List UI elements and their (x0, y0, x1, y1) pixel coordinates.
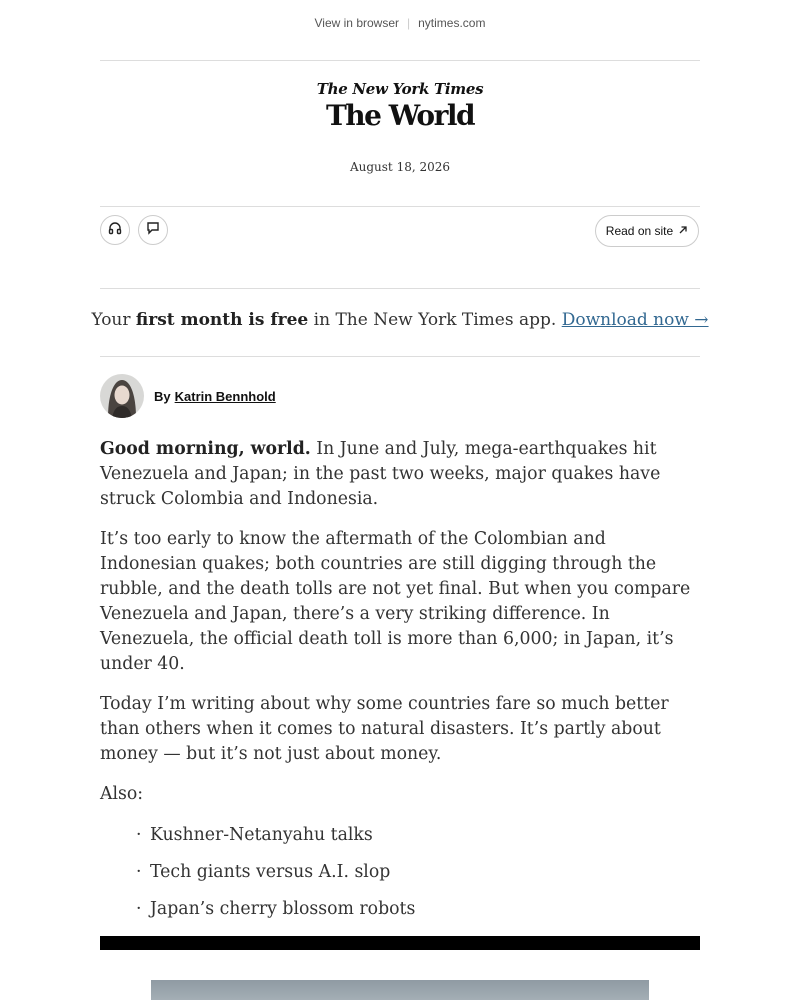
list-item (100, 860, 700, 885)
newsletter-title: The World (325, 99, 475, 132)
paragraph: It’s too early to know the aftermath of the Colombian and Indonesian quakes; both countries are still digging through the rubble, and the death tolls are not yet final. But when you compare Venezuela and Japan, there’s a very striking difference. In Venezuela, the official death toll is more than 6,000; in Japan, it’s under 40. (100, 529, 691, 674)
bullet: · (136, 862, 142, 882)
promo-middle: in The New York Times app. (308, 310, 562, 330)
nyt-logo[interactable]: The New York Times (316, 80, 484, 98)
top-links (0, 16, 800, 30)
list-item-text: Tech giants versus A.I. slop (150, 862, 391, 882)
link-separator: | (407, 16, 411, 30)
list-item-text: Kushner-Netanyahu talks (150, 825, 373, 845)
list-item (100, 823, 700, 848)
also-label: Also: (100, 784, 144, 804)
list-item-text: Japan’s cherry blossom robots (150, 899, 416, 919)
read-on-site-button[interactable] (595, 215, 699, 247)
app-promo (0, 310, 800, 330)
topics-list (100, 823, 700, 922)
paragraph-text: In June and July, mega-earthquakes hit Venezuela and Japan; in the past two weeks, major quakes have struck Colombia and Indonesia. (100, 439, 661, 509)
paragraph (100, 437, 700, 512)
divider (100, 356, 700, 357)
author-avatar (100, 374, 144, 418)
headphones-icon (107, 220, 123, 240)
article-body (100, 437, 700, 934)
author-link[interactable]: Katrin Bennhold (174, 388, 276, 404)
greeting: Good morning, world. (100, 439, 311, 459)
bullet: · (136, 899, 142, 919)
article-photo (151, 980, 649, 1000)
view-in-browser-link[interactable]: View in browser (314, 16, 399, 30)
byline (100, 374, 276, 418)
promo-prefix: Your (91, 310, 136, 330)
promo-highlight: first month is free (135, 310, 309, 330)
list-item (100, 897, 700, 922)
comments-button[interactable] (138, 215, 168, 245)
listen-button[interactable] (100, 215, 130, 245)
divider (100, 60, 700, 61)
section-bar (100, 936, 700, 950)
issue-date: August 18, 2026 (349, 160, 451, 174)
divider (100, 206, 700, 207)
paragraph: Today I’m writing about why some countries fare so much better than others when it comes to natural disasters. It’s partly about money — but it’s not just about money. (100, 694, 669, 764)
nytimes-link[interactable]: nytimes.com (418, 16, 486, 30)
bullet: · (136, 825, 142, 845)
arrow-up-right-icon (678, 224, 688, 238)
download-now-link[interactable]: Download now → (561, 310, 709, 330)
byline-prefix: By (154, 388, 171, 404)
read-on-site-label: Read on site (605, 224, 674, 238)
masthead (0, 80, 800, 132)
comment-icon (145, 220, 161, 240)
divider (100, 288, 700, 289)
